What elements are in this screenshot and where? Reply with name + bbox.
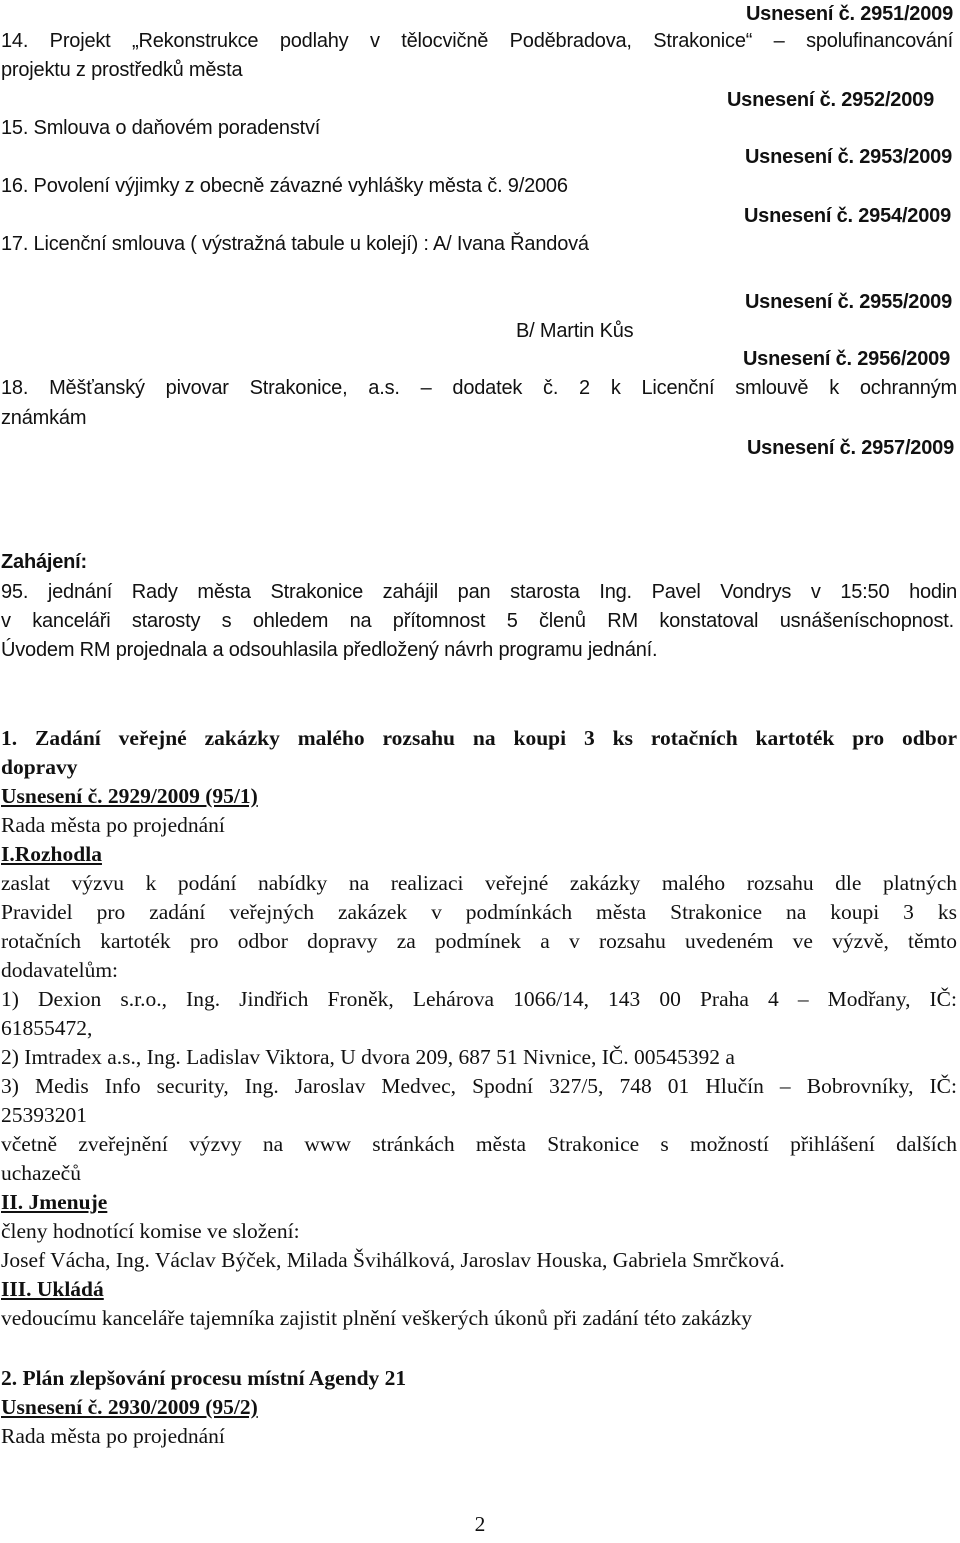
resolution-2955: Usnesení č. 2955/2009	[744, 291, 952, 313]
item1-para-2: Pravidel pro zadání veřejných zakázek v podmínkách města Strakonice na koupi 3 ks	[1, 900, 957, 924]
opening-line-1: 95. jednání Rady města Strakonice zahájil pan starosta Ing. Pavel Vondrys v 15:50 hodin	[1, 581, 957, 603]
item1-title: 1. Zadání veřejné zakázky malého rozsahu na koupi 3 ks rotačních kartoték pro odbor	[1, 726, 957, 750]
page-number: 2	[474, 1512, 486, 1536]
supplier-2: 2) Imtradex a.s., Ing. Ladislav Viktora, U dvora 209, 687 51 Nivnice, IČ. 00545392 a	[1, 1045, 735, 1069]
opening-line-2: v kanceláři starosty s ohledem na přítomnost 5 členů RM konstatoval usnášeníschopnost.	[1, 610, 954, 632]
supplier-1-id: 61855472,	[1, 1016, 93, 1040]
resolution-2953: Usnesení č. 2953/2009	[744, 146, 952, 168]
agenda-item-17: 17. Licenční smlouva ( výstražná tabule u kolejí) : A/ Ivana Řandová	[1, 233, 589, 255]
resolution-2952: Usnesení č. 2952/2009	[726, 89, 934, 111]
item1-part-3: III. Ukládá	[1, 1277, 104, 1301]
item1-para-1: zaslat výzvu k podání nabídky na realizaci veřejné zakázky malého rozsahu dle platných	[1, 871, 957, 895]
item2-title: 2. Plán zlepšování procesu místní Agendy 21	[1, 1366, 407, 1390]
supplier-1: 1) Dexion s.r.o., Ing. Jindřich Froněk, Lehárova 1066/14, 143 00 Praha 4 – Modřany, IČ:	[1, 987, 957, 1011]
agenda-item-17b: B/ Martin Kůs	[516, 320, 634, 342]
item1-part-2: II. Jmenuje	[1, 1190, 108, 1214]
item1-para-4: dodavatelům:	[1, 958, 119, 982]
item1-publication: včetně zveřejnění výzvy na www stránkách města Strakonice s možností přihlášení dalších	[1, 1132, 957, 1156]
item1-title-cont: dopravy	[1, 755, 78, 779]
item2-council: Rada města po projednání	[1, 1424, 225, 1448]
item2-resolution: Usnesení č. 2930/2009 (95/2)	[1, 1395, 258, 1419]
agenda-item-15: 15. Smlouva o daňovém poradenství	[1, 117, 321, 139]
resolution-2954: Usnesení č. 2954/2009	[743, 205, 951, 227]
resolution-2956: Usnesení č. 2956/2009	[742, 348, 950, 370]
item1-council: Rada města po projednání	[1, 813, 225, 837]
committee-label: členy hodnotící komise ve složení:	[1, 1219, 300, 1243]
item1-part-1: I.Rozhodla	[1, 842, 102, 866]
opening-heading: Zahájení:	[1, 551, 87, 573]
opening-line-3: Úvodem RM projednala a odsouhlasila předložený návrh programu jednání.	[1, 639, 658, 661]
agenda-item-18-cont: známkám	[1, 407, 87, 429]
agenda-item-16: 16. Povolení výjimky z obecně závazné vyhlášky města č. 9/2006	[1, 175, 568, 197]
supplier-3-id: 25393201	[1, 1103, 87, 1127]
agenda-item-14: 14. Projekt „Rekonstrukce podlahy v tělocvičně Poděbradova, Strakonice“ – spolufinancování	[1, 30, 953, 52]
resolution-2951: Usnesení č. 2951/2009	[745, 3, 953, 25]
agenda-item-14-cont: projektu z prostředků města	[1, 59, 243, 81]
item1-para-3: rotačních kartoték pro odbor dopravy za podmínek a v rozsahu uvedeném ve výzvě, těmto	[1, 929, 957, 953]
item1-resolution: Usnesení č. 2929/2009 (95/1)	[1, 784, 258, 808]
item1-publication-cont: uchazečů	[1, 1161, 81, 1185]
committee-members: Josef Vácha, Ing. Václav Býček, Milada Švihálková, Jaroslav Houska, Gabriela Smrčková.	[1, 1248, 785, 1272]
agenda-item-18: 18. Měšťanský pivovar Strakonice, a.s. – dodatek č. 2 k Licenční smlouvě k ochranným	[1, 377, 957, 399]
item1-task: vedoucímu kanceláře tajemníka zajistit plnění veškerých úkonů při zadání této zakázky	[1, 1306, 753, 1330]
resolution-2957: Usnesení č. 2957/2009	[746, 437, 954, 459]
supplier-3: 3) Medis Info security, Ing. Jaroslav Medvec, Spodní 327/5, 748 01 Hlučín – Bobrovníky, IČ:	[1, 1074, 957, 1098]
